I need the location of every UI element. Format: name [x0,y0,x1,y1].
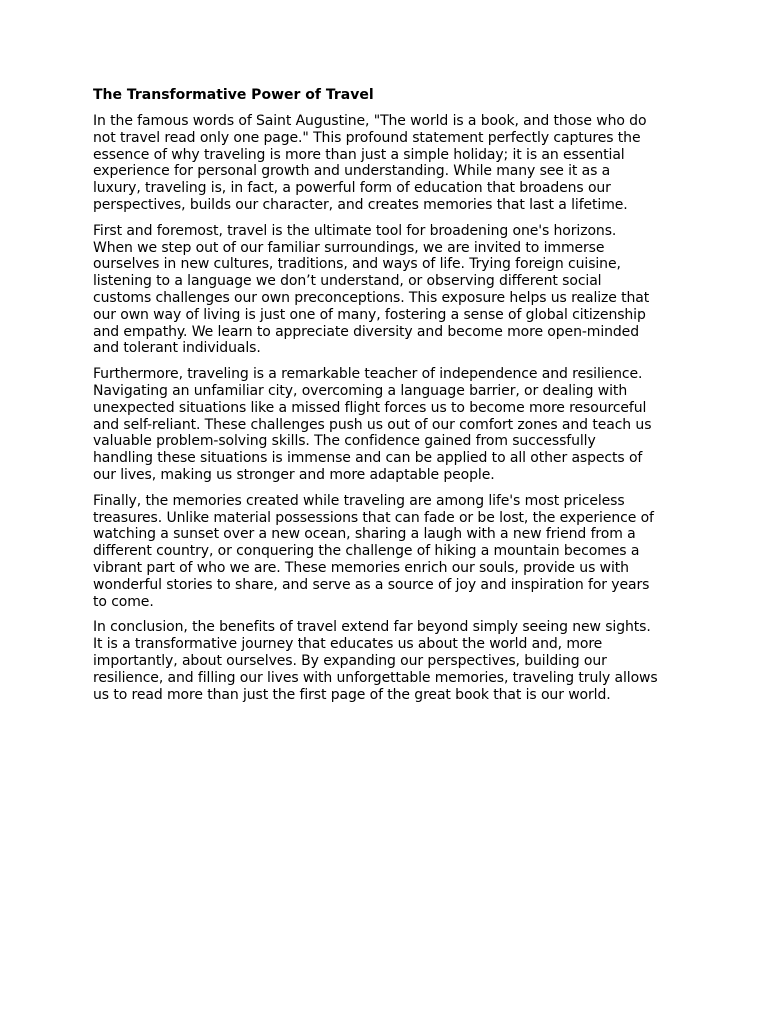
document-title: The Transformative Power of Travel [93,87,374,103]
paragraph-introduction: In the famous words of Saint Augustine, "The world is a book, and those who do not travel read only one page." This profound statement perfectly captures the essence of why traveling is more than just a simple holiday; it is an essential experience for personal growth and understanding. While many see it as a luxury, traveling is, in fact, a powerful form of education that broadens our perspectives, builds our character, and creates memories that last a lifetime. [93,113,647,213]
paragraph-independence: Furthermore, traveling is a remarkable teacher of independence and resilience. Navigating an unfamiliar city, overcoming a language barrier, or dealing with unexpected situations like a missed flight forces us to become more resourceful and self-reliant. These challenges push us out of our comfort zones and teach us valuable problem-solving skills. The confidence gained from successfully handling these situations is immense and can be applied to all other aspects of our lives, making us stronger and more adaptable people. [93,366,652,483]
paragraph-memories: Finally, the memories created while traveling are among life's most priceless treasures. Unlike material possessions that can fade or be lost, the experience of watching a sunset over a new ocean, sharing a laugh with a new friend from a different country, or conquering the challenge of hiking a mountain becomes a vibrant part of who we are. These memories enrich our souls, provide us with wonderful stories to share, and serve as a source of joy and inspiration for years to come. [93,492,654,610]
paragraph-horizons: First and foremost, travel is the ultimate tool for broadening one's horizons. When we step out of our familiar surroundings, we are invited to immerse ourselves in new cultures, traditions, and ways of life. Trying foreign cuisine, listening to a language we don’t understand, or observing different social customs challenges our own preconceptions. This exposure helps us realize that our own way of living is just one of many, fostering a sense of global citizenship and empathy. We learn to appreciate diversity and become more open-minded and tolerant individuals. [93,222,650,357]
paragraph-conclusion: In conclusion, the benefits of travel extend far beyond simply seeing new sights. It is a transformative journey that educates us about the world and, more importantly, about ourselves. By expanding our perspectives, building our resilience, and filling our lives with unforgettable memories, traveling truly allows us to read more than just the first page of the great book that is our world. [93,619,658,703]
document-page [93,86,683,712]
